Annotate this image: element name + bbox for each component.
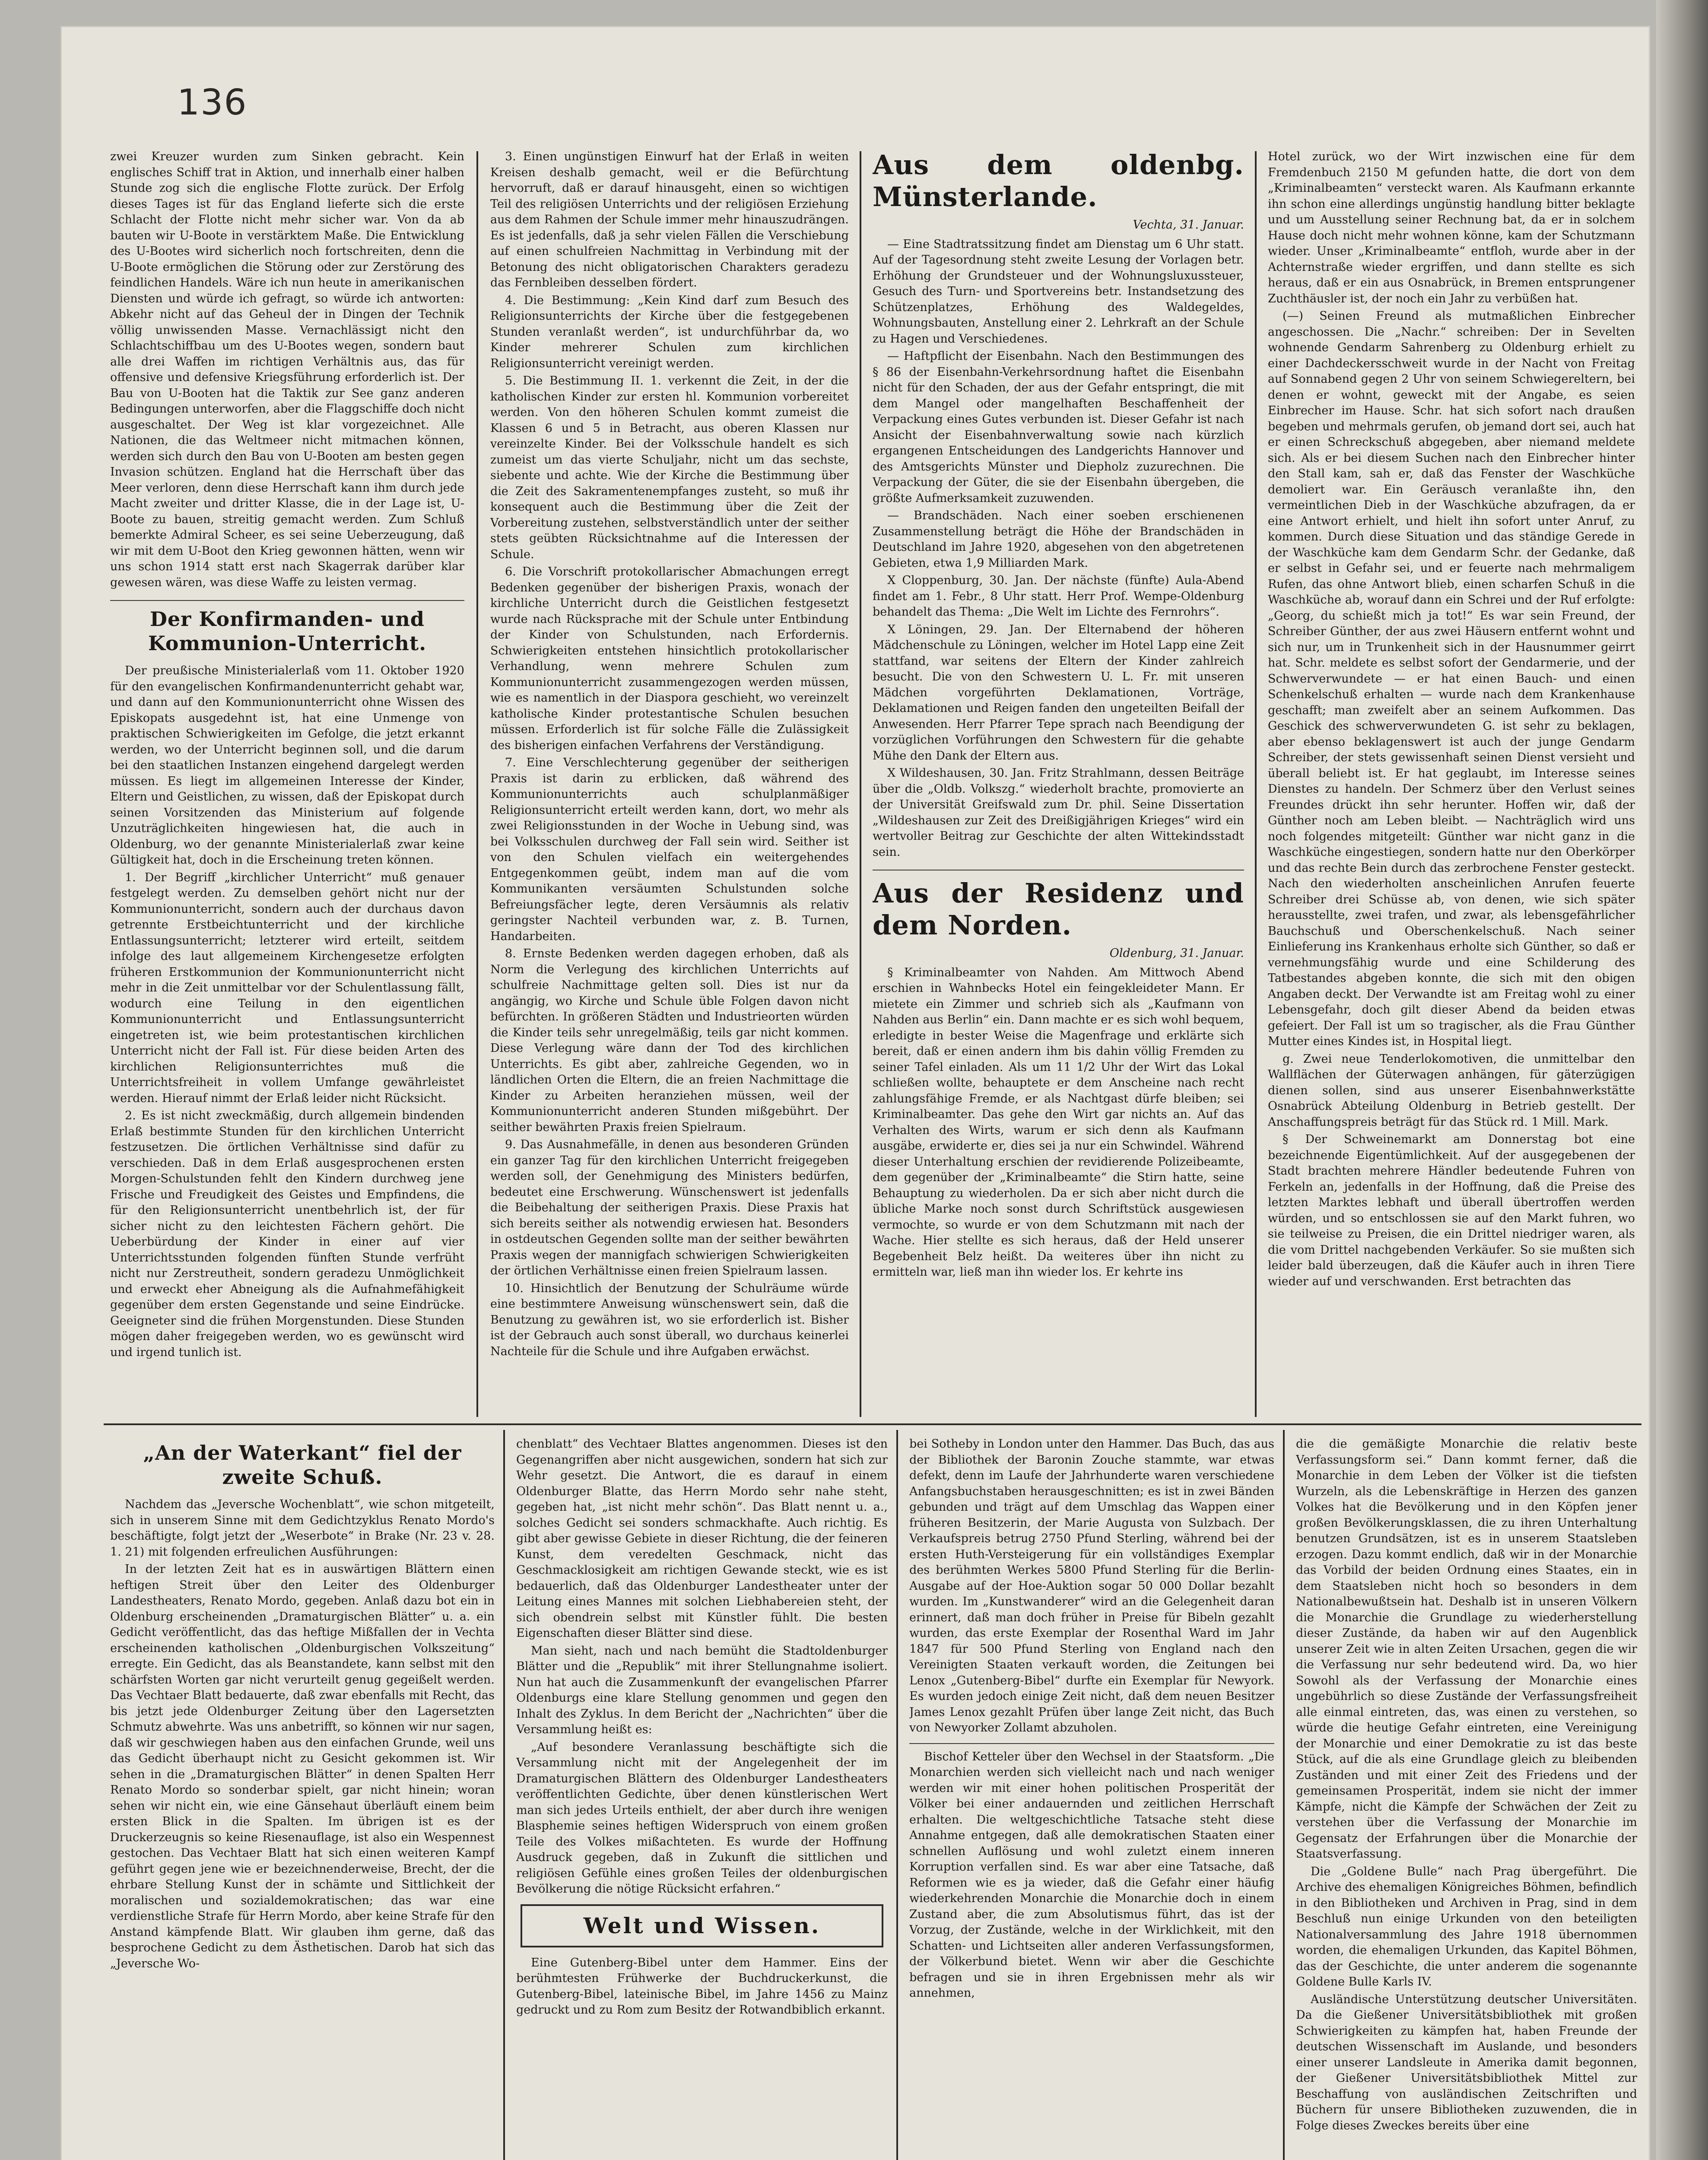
paragraph: Eine Gutenberg-Bibel unter dem Hammer. Eins der berühmtesten Frühwerke der Buchdruckerkunst, die Gutenberg-Bibel, lateinische Bibel, im Jahre 1456 zu Mainz gedruckt und zu Rom zum Besitz der Rotwandbiblich erkannt. [516,1956,888,2017]
paragraph: — Brandschäden. Nach einer soeben erschienenen Zusammenstellung beträgt die Höhe der Brandschäden in Deutschland im Jahre 1920, abgesehen von den abgetretenen Gebieten, etwa 1,9 Milliarden Mark. [873,509,1244,570]
column-rule [476,151,478,1417]
paragraph: § Kriminalbeamter von Nahden. Am Mittwoch Abend erschien in Wahnbecks Hotel ein feingekleideter Mann. Er mietete ein Zimmer und schrieb sich als „Kaufmann von Nahden aus Berlin“ ein. Dann machte er es sich wohl bequem, erledigte in bester Weise die Magenfrage und erklärte sich bereit, daß er einen andern ihm bis dahin völlig Fremden zu seiner Tafel einladen. Als um 11 1/2 Uhr der Wirt das Lokal schließen wollte, behauptete er dem Anscheine nach recht zahlungsfähige Fremde, er als Nachtgast dürfe bleiben; sei Kriminalbeamter. Das gehe den Wirt gar nichts an. Auf das Verhalten des Wirts, warum er sich denn als Kaufmann ausgäbe, erwiderte er, dies sei ja nur ein Schwindel. Während dieser Unterhaltung erschien der revidierende Polizeibeamte, dem gegenüber der „Kriminalbeamte“ die Stirn hatte, seine Behauptung zu wiederholen. Da er sich aber nicht durch die übliche Marke noch sonst durch Schriftstück ausgewiesen vermochte, so wurde er von dem Schutzmann mit nach der Wache. Hier stellte es sich heraus, daß der Held unserer Begebenheit Belz heißt. Da weiteres über ihn nicht zu ermitteln war, ließ man ihn wieder los. Er kehrte ins [873,966,1244,1279]
headline-waterkant: „An der Waterkant“ fiel der zweite Schuß. [143,1441,462,1489]
paragraph: 2. Es ist nicht zweckmäßig, durch allgemein bindenden Erlaß bestimmte Stunden für den kirchlichen Unterricht festzusetzen. Die örtlichen Verhältnisse sind dafür zu verschieden. Daß in dem Erlaß ausgesprochenen ersten Morgen-Schulstunden fehlt den Kindern durchweg jene Frische und Freudigkeit des Geistes und Empfindens, die für den Religionsunterricht unentbehrlich ist, der für sicher nicht zu den leichtesten Fächern gehört. Die Ueberbürdung der Kinder in einer auf vier Unterrichtsstunden folgenden fünften Stunde verfrüht nicht nur Zerstreutheit, sondern geradezu Unmöglichkeit und erweckt eher Abneigung als die Aufnahmefähigkeit gegenüber dem ersten Gegenstande und seine Eindrücke. Geeigneter sind die frühen Morgenstunden. Diese Stunden mögen daher freigegeben werden, wo es gewünscht wird und irgend tunlich ist. [110,1109,464,1359]
column-top-right [873,149,1244,1415]
column-rule [1255,151,1257,1417]
dateline-vechta: Vechta, 31. Januar. [1133,218,1244,232]
paragraph: — Eine Stadtratssitzung findet am Dienstag um 6 Uhr statt. Auf der Tagesordnung steht zweite Lesung der Vorlagen betr. Erhöhung der Grundsteuer und der Wohnungsluxussteuer, Gesuch des Turn- und Sportvereins betr. Instandsetzung des Schützenplatzes, Erhöhung des Waldegeldes, Wohnungsbauten, Anstellung einer 2. Lehrkraft an der Schule zu Hagen und Verschiedenes. [873,237,1244,346]
headline-konfirmanden: Der Konfirmanden- und Kommunion-Unterricht. [148,607,427,655]
article-uboot-continuation: zwei Kreuzer wurden zum Sinken gebracht. Kein englisches Schiff trat in Aktion, und innerhalb einer halben Stunde zog sich die englische Flotte zurück. Der Erfolg dieses Tages ist für das England lieferte sich die erste Schlacht der Flotte nicht mehr sicher war. Von da ab bauten wir U-Boote in verstärktem Maße. Die Entwicklung des U-Bootes wird sicherlich noch fortschreiten, denn die U-Boote ermöglichen die Störung oder zur Zerstörung des feindlichen Handels. Wäre ich nun heute in amerikanischen Diensten und würde ich gefragt, so würde ich antworten: Abkehr nicht auf das Geheul der in Dingen der Technik völlig unwissenden Masse. Vernachlässigt nicht den Schlachtschiffbau um des U-Bootes wegen, sondern baut alle drei Waffen im richtigen Verhältnis aus, das für offensive und defensive Kriegsführung erforderlich ist. Der Bau von U-Booten hat die Taktik zur See ganz anderen Bedingungen unterworfen, aber die Flaggschiffe doch nicht ausgeschaltet. Der Weg ist klar vorgezeichnet. Alle Nationen, die das Weltmeer nicht mitmachen können, werden sich durch den Bau von U-Booten am besten gegen Invasion schützen. England hat die Herrschaft über das Meer verloren, denn diese Herrschaft kann ihm durch jede Macht zweiter und dritter Klasse, die in der Lage ist, U-Boote zu bauen, streitig gemacht werden. Zum Schluß bemerkte Admiral Scheer, es sei seine Ueberzeugung, daß wir mit dem U-Boot den Krieg gewonnen hätten, wenn wir uns schon 1914 statt erst nach Skagerrak darüber klar gewesen wären, was diese Waffe zu leisten vermag. [110,150,464,589]
paragraph: (—) Seinen Freund als mutmaßlichen Einbrecher angeschossen. Die „Nachr.“ schreiben: Der in Sevelten wohnende Gendarm Sahrenberg zu Oldenburg erhielt zu einer Dachdeckersschweit wurde in der Nacht von Freitag auf Sonnabend gegen 2 Uhr von seinem Schwiegereltern, bei denen er wohnt, geweckt mit der Angabe, es seien Einbrecher im Hause. Schr. hat sich sofort nach draußen begeben und mehrmals gerufen, ob jemand dort sei, auch hat er einen Schreckschuß abgegeben, aber niemand meldete sich. Als er bei diesem Suchen nach den Einbrecher hinter den Stall kam, sah er, daß das Fenster der Waschküche demoliert war. Ein Geräusch veranlaßte ihn, den vermeintlichen Dieb in der Waschküche abzufragen, da er eine Antwort erhielt, und hielt ihn sofort unter Anruf, zu kommen. Durch diese Situation und das ständige Gerede in der Waschküche kam dem Gendarm Schr. der Gedanke, daß er selbst in Gefahr sei, und er feuerte nach mehrmaligem Rufen, das ohne Antwort blieb, einen scharfen Schuß in die Waschküche ab, worauf dann ein Schrei und der Ruf erfolgte: „Georg, du schießt mich ja tot!“ Es war sein Freund, der Schreiber Günther, der aus zwei Häusern entfernt wohnt und sich nur, um in Trunkenheit sich in der Hausnummer geirrt hat. Schr. meldete es selbst sofort der Gendarmerie, und der Schwerverwundete — er hat einen Bauch- und einen Schenkelschuß erhalten — wurde nach dem Krankenhause geschafft; man zweifelt aber an seinem Aufkommen. Das Geschick des schwerverwundeten G. ist sehr zu beklagen, aber ebenso beklagenswert ist auch der junge Gendarm Schreiber, der stets gewissenhaft seinen Dienst versieht und überall beliebt ist. Er hat geglaubt, im Interesse seines Dienstes zu handeln. Der Schmerz über den Verlust seines Freundes drückt ihn sehr herunter. Hoffen wir, daß der Günther noch am Leben bleibt. — Nachträglich wird uns noch folgendes mitgeteilt: Günther war nicht ganz in die Waschküche eingestiegen, sondern hatte nur den Oberkörper und das rechte Bein durch das zerbrochene Fenster gesteckt. Nach den wiederholten anscheinlichen Anrufen feuerte Schreiber drei Schüsse ab, von denen, wie sich später herausstellte, zwei trafen, und zwar, als lebensgefährlicher Bauchschuß und Oberschenkelschuß. Nach seiner Einlieferung ins Krankenhaus erholte sich Günther, so daß er vernehmungsfähig wurde und eine Schilderung des Tatbestandes abgeben konnte, die sich mit den obigen Angaben deckt. Der Verwandte ist am Freitag wohl zu einer Lebensgefahr, doch gilt dieser Abend da beiden etwas gefeiert. Der Fall ist um so tragischer, als die Frau Günther Mutter eines Kindes ist, in Hospital liegt. [1268,309,1635,1048]
section-box-welt-und-wissen: Welt und Wissen. [521,1904,883,1947]
divider [909,1743,1274,1744]
column-rule [896,1430,898,2160]
column-top-far-right [1268,149,1635,1415]
paragraph: g. Zwei neue Tenderlokomotiven, die unmittelbar den Wallflächen der Güterwagen anhängen, für gäterzügigen dienen sollen, sind aus unserer Eisenbahnwerkstätte Osnabrück Abteilung Oldenburg in Betrieb gestellt. Der Anschaffungspreis beträgt für das Stück rd. 1 Mill. Mark. [1268,1052,1635,1129]
paragraph: Hotel zurück, wo der Wirt inzwischen eine für dem Fremdenbuch 2150 M gefunden hatte, die dort von dem „Kriminalbeamten“ versteckt waren. Als Kaufmann erkannte ihn schon eine allerdings ungünstig handlung bitter beklagte und um Ausstellung seiner Rechnung bat, da er in solchem Hause doch nicht mehr wohnen könne, kam der Schutzmann wieder. Unser „Kriminalbeamte“ entfloh, wurde aber in der Achternstraße wieder ergriffen, und dann stellte es sich heraus, daß er ein aus Osnabrück, in Bremen entsprungener Zuchthäusler ist, der noch ein Jahr zu verbüßen hat. [1268,150,1635,305]
paragraph: § Der Schweinemarkt am Donnerstag bot eine bezeichnende Eigentümlichkeit. Auf der ausgegebenen der Stadt brachten mehrere Händler bedeutende Fuhren von Ferkeln an, jedenfalls in der Hoffnung, daß die Preise des letzten Marktes lebhaft und überall übertroffen werden würden, und so entschlossen sie auf den Markt fuhren, wo sie teilweise zu Preisen, die ein Drittel niedriger waren, als die vom Drittel nachgebenden Verkäufer. So sie mußten sich leider bald überzeugen, daß die Käufer auch in ihren Tiere wieder auf und verschwanden. Erst betrachten das [1268,1133,1635,1288]
divider [110,600,464,601]
column-bottom-far-right [1296,1436,1637,2160]
paragraph: 1. Der Begriff „kirchlicher Unterricht“ muß genauer festgelegt werden. Zu demselben gehört nicht nur der Kommunionunterricht, sondern auch der durchaus davon getrennte Erstbeichtunterricht und der kirchliche Entlassungsunterricht; letzterer wird erteilt, seitdem infolge des laut allgemeinem Kirchengesetze erfolgten früheren Erstkommunion der Kommunionunterricht nicht mehr in die Zeit unmittelbar vor der Schulentlassung fällt, wodurch eine Teilung in den eigentlichen Kommunionunterricht und Entlassungsunterricht eingetreten ist, wie beim protestantischen kirchlichen Unterricht nicht der Fall ist. Für diese beiden Arten des kirchlichen Religionsunterrichtes muß die Unterrichtsfreiheit in vollem Umfange gewährleistet werden. Hierauf nimmt der Erlaß leider nicht Rücksicht. [110,870,464,1105]
paragraph: 8. Ernste Bedenken werden dagegen erhoben, daß als Norm die Verlegung des kirchlichen Unterrichts auf schulfreie Nachmittage gelten soll. Dies ist nur da angängig, wo Kirche und Schule üble Folgen davon nicht befürchten. In größeren Städten und Industrieorten würden die Kinder teils sehr unregelmäßig, teils gar nicht kommen. Diese Verlegung wäre dann der Tod des kirchlichen Unterrichts. Es gibt aber, zahlreiche Gegenden, wo in ländlichen Orten die Eltern, die an freien Nachmittage die Kinder zu Arbeiten heranziehen müssen, weil der Kommunionunterricht anderen Stunden mißgebührt. Der seither bewährten Praxis freien Spielraum. [490,947,849,1134]
paragraph: X Wildeshausen, 30. Jan. Fritz Strahlmann, dessen Beiträge über die „Oldb. Volkszg.“ wiederholt brachte, promovierte an der Universität Greifswald zum Dr. phil. Seine Dissertation „Wildeshausen zur Zeit des Dreißigjährigen Krieges“ wird ein wertvoller Beitrag zur Geschichte der alten Wittekindsstadt sein. [873,766,1244,859]
paragraph: 9. Das Ausnahmefälle, in denen aus besonderen Gründen ein ganzer Tag für den kirchlichen Unterricht freigegeben werden soll, der Genehmigung des Ministers bedürfen, bedeutet eine Erschwerung. Wünschenswert ist jedenfalls die Beibehaltung der seitherigen Praxis. Diese Praxis hat sich bereits seither als notwendig erwiesen hat. Besonders in ostdeutschen Gegenden sollte man der seither bewährten Praxis wegen der mannigfach schwierigen Schwierigkeiten der örtlichen Verhältnisse einen freien Spielraum lassen. [490,1138,849,1277]
paragraph: Nachdem das „Jeversche Wochenblatt“, wie schon mitgeteilt, sich in unserem Sinne mit dem Gedichtzyklus Renato Mordo's beschäftigte, folgt jetzt der „Weserbote“ in Brake (Nr. 23 v. 28. 1. 21) mit folgenden erfreulichen Ausführungen: [110,1498,495,1559]
page-edge-shadow [1656,0,1708,2160]
paragraph: 10. Hinsichtlich der Benutzung der Schulräume würde eine bestimmtere Anweisung wünschenswert sein, daß die Benutzung zu gewähren ist, wo sie erforderlich ist. Bisher ist der Gebrauch auch sonst überall, wo durchaus keinerlei Nachteile für die Schule und ihre Aufgaben erwächst. [490,1281,849,1358]
column-bottom-middle [516,1436,888,2160]
paragraph: bei Sotheby in London unter den Hammer. Das Buch, das aus der Bibliothek der Baronin Zouche stammte, war etwas defekt, denn im Laufe der Jahrhunderte waren verschiedene Anfangsbuchstaben herausgeschnitten; es ist in zwei Bänden gebunden und trägt auf dem Umschlag das Wappen einer früheren Besitzerin, der Marie Augusta von Sulzbach. Der Verkaufspreis betrug 2750 Pfund Sterling, während bei der ersten Huth-Versteigerung für ein vollständiges Exemplar des berühmten Werkes 5800 Pfund Sterling für die Berlin-Ausgabe auf der Hoe-Auktion sogar 50 000 Dollar bezahlt wurden. Im „Kunstwanderer“ wird an die Gelegenheit daran erinnert, daß man doch früher in Preise für Bibeln gezahlt wurden, das erste Exemplar der Rosenthal Ward im Jahr 1847 für 500 Pfund Sterling von England nach den Vereinigten Staaten verkauft worden, die Zeitungen bei Lenox „Gutenberg-Bibel“ durfte ein Exemplar für Newyork. Es wurden jedoch einige Zeit nicht, daß dem neuen Besitzer James Lenox gezahlt Prüfen über lange Zeit nicht, das Buch von Newyorker Zollamt abzuholen. [909,1437,1274,1734]
column-bottom-right [909,1436,1274,2160]
paragraph: 5. Die Bestimmung II. 1. verkennt die Zeit, in der die katholischen Kinder zur ersten hl. Kommunion vorbereitet werden. Von den höheren Schulen kommt zumeist die Klassen 6 und 5 in Betracht, aus oberen Klassen nur vereinzelte Kinder. Bei der Volksschule handelt es sich zumeist um das vierte Schuljahr, nicht um das sechste, siebente und achte. Wie der Kirche die Bestimmung über die Zeit des Sakramentenempfanges zusteht, so muß ihr konsequent auch die Bestimmung über die Zeit der Vorbereitung zustehen, selbstverständlich unter der seither stets geübten Rücksichtnahme auf die Interessen der Schule. [490,374,849,561]
paragraph: chenblatt“ des Vechtaer Blattes angenommen. Dieses ist den Gegenangriffen aber nicht ausgewichen, sondern hat sich zur Wehr gesetzt. Die Antwort, die es darauf in einem Oldenburger Blatte, das Herrn Mordo sehr nahe steht, gegeben hat, „ist nicht mehr schön“. Das Blatt nennt u. a., solches Gedicht sei sonders schmackhafte. Auch richtig. Es gibt aber gewisse Gebiete in dieser Richtung, die der feineren Kunst, dem veredelten Geschmack, nicht das Geschmacklosigkeit am richtigen Gewande steckt, wie es ist bedauerlich, daß das Oldenburger Landestheater unter der Leitung eines Mannes mit solchen Liebhabereien steht, der sich obendrein selbst mit Künstler fühlt. Die besten Eigenschaften dieser Blätter sind diese. [516,1437,888,1640]
paragraph: In der letzten Zeit hat es in auswärtigen Blättern einen heftigen Streit über den Leiter des Oldenburger Landestheaters, Renato Mordo, gegeben. Anlaß dazu bot ein in Oldenburg erscheinenden „Dramaturgischen Blätter“ u. a. ein Gedicht veröffentlicht, das das heftige Mißfallen der in Vechta erscheinenden katholischen „Oldenburgischen Volkszeitung“ erregte. Ein Gedicht, das als Beanstandete, kann selbst mit den schärfsten Worten gar nicht verurteilt genug gegeißelt werden. Das Vechtaer Blatt bedauerte, daß zwar ebenfalls mit Recht, das bis jetzt jede Oldenburger Zeitung über den Lagersetzten Schmutz abwehrte. Was uns anbetrifft, so können wir nur sagen, daß wir geschwiegen haben aus den einfachen Grunde, weil uns das Gedicht überhaupt nicht zu Gesicht gekommen ist. Wir sehen in die „Dramaturgischen Blätter“ in denen Spalten Herr Renato Mordo so sonderbar spielt, gar nicht hinein; woran sehen wir nicht ein, wie eine Gänsehaut überläuft einem beim ersten Blick in die Spalten. Im übrigen ist es der Druckerzeugnis so keine Riesenauflage, ist also ein Wespennest gestochen. Das Vechtaer Blatt hat sich einen weiteren Kampf geführt gegen jene wie er bezeichnenderweise, Brecht, der die ehrbare Stellung Kunst der in schämte und Sittlichkeit der moralischen und sozialdemokratischen; das war eine verdienstliche Strafe für Herrn Mordo, aber keine Strafe für den Anstand kämpfende Blatt. Wir glauben ihm gerne, daß das besprochene Gedicht zu dem Ästhetischen. Darob hat sich das „Jeversche Wo- [110,1563,495,1970]
dateline-oldenburg: Oldenburg, 31. Januar. [1109,947,1244,960]
paragraph: Die „Goldene Bulle“ nach Prag übergeführt. Die Archive des ehemaligen Königreiches Böhmen, befindlich in den Bibliotheken und Archiven in Prag, sind in dem Beschluß nun einige Urkunden von den beteiligten Nationalversammlung des Jahre 1918 übernommen worden, die ehemaligen Urkunden, das Kapitel Böhmen, das der Geschichte, die unter anderem die sogenannte Goldene Bulle Karls IV. [1296,1865,1637,1988]
paragraph: 7. Eine Verschlechterung gegenüber der seitherigen Praxis ist darin zu erblicken, daß während des Kommunionunterrichts auch schulplanmäßiger Religionsunterricht erteilt werden kann, dort, wo mehr als zwei Religionsstunden in der Woche in Uebung sind, was bei Volksschulen durchweg der Fall sein wird. Seither ist von den Schulen vielfach ein weitergehendes Entgegenkommen geübt, indem man auf die vom Kommunikanten versäumten Schulstunden solche Befreiungsfächer legte, deren Versäumnis als relativ geringster Nachteil verbunden war, z. B. Turnen, Handarbeiten. [490,756,849,943]
paragraph: Ausländische Unterstützung deutscher Universitäten. Da die Gießener Universitätsbibliothek mit großen Schwierigkeiten zu kämpfen hat, haben Freunde der deutschen Wissenschaft im Auslande, und besonders einer unserer Landsleute in Amerika damit begonnen, der Gießener Universitätsbibliothek Mittel zur Beschaffung von ausländischen Zeitschriften und Büchern für unsere Bibliotheken zuzuwenden, die in Folge dieses Zweckes bereits über eine [1296,1992,1637,2132]
headline-muensterland: Aus dem oldenbg. Münsterlande. [873,149,1244,213]
paragraph: — Haftpflicht der Eisenbahn. Nach den Bestimmungen des § 86 der Eisenbahn-Verkehrsordnung haftet die Eisenbahn nicht für den Schaden, der aus der Gefahr entspringt, die mit dem Mangel oder mangelhaften Beschaffenheit der Verpackung eines Gutes verbunden ist. Dieser Gefahr ist nach Ansicht der Eisenbahnverwaltung sowie nach kürzlich ergangenen Entscheidungen des Landgerichts Hannover und des Amtsgerichts Münster und Diepholz zuzurechnen. Die Verpackung der Güter, die sie der Eisenbahn übergeben, die größte Aufmerksamkeit zuzuwenden. [873,349,1244,505]
paragraph: Bischof Ketteler über den Wechsel in der Staatsform. „Die Monarchien werden sich vielleicht nach und nach weniger werden wir mit einer hohen politischen Prosperität der Völker bei einer andauernden und zeitlichen Herrschaft erhalten. Die weltgeschichtliche Tatsache steht diese Annahme entgegen, daß alle demokratischen Staaten einer schnellen Auflösung und wohl zuletzt einem inneren Korruption verfallen sind. Es war aber eine Tatsache, daß Reformen wie es ja wieder, daß die Gefahr einer häufig wiederkehrenden Monarchie die Monarchie doch in einem Zustand aber, die zum Absolutismus führt, das ist der Vorzug, der Zustände, welche in der Wirklichkeit, mit den Schatten- und Lichtseiten aller anderen Verfassungsformen, der Völkerbund bietet. Wenn wir aber die Geschichte befragen und sie in ihren Ergebnissen mehr als wir annehmen, [909,1750,1274,2000]
paragraph: 3. Einen ungünstigen Einwurf hat der Erlaß in weiten Kreisen deshalb gemacht, weil er die Befürchtung hervorruft, daß er darauf hinausgeht, einen so wichtigen Teil des religiösen Unterrichts und der religiösen Erziehung aus dem Rahmen der Schule immer mehr hinauszudrängen. Es ist jedenfalls, daß ja sehr vielen Fällen die Verschiebung auf einen schulfreien Nachmittag in Verbindung mit der Betonung des nicht obligatorischen Charakters geradezu das Fernbleiben desselben fördert. [490,150,849,289]
column-bottom-left [110,1436,495,2160]
paragraph: X Cloppenburg, 30. Jan. Der nächste (fünfte) Aula-Abend findet am 1. Febr., 8 Uhr statt. Herr Prof. Wempe-Oldenburg behandelt das Thema: „Die Welt im Lichte des Fernrohrs“. [873,574,1244,619]
paragraph: die die gemäßigte Monarchie die relativ beste Verfassungsform sei.“ Dann kommt ferner, daß die Monarchie in dem Leben der Völker ist die tiefsten Wurzeln, als die Lebenskräftige in Herzen des ganzen Volkes hat die Bevölkerung und in den Köpfen jener großen Bevölkerungsklassen, die zu ihren Unterhaltung benutzen Grundsätzen, ist es in unserem Staatsleben erzogen. Dazu kommt endlich, daß wir in der Monarchie das Vorbild der beiden Ordnung eines Staates, ein in dem Staatsleben nicht hoch so besonders in dem Nationalbewußtsein hat. Deshalb ist in unseren Völkern die Monarchie die Grundlage zu wiederherstellung dieser Zustände, da haben wir auf den Augenblick unserer Zeit wie in alten Zeiten Ursachen, gegen die wir die Verfassung nur sehr bedeutend wird. Da, wo hier Sowohl als der Verfassung der Monarchie eines ungebührlich so diese Zustände der Verfassungsfreiheit alle einmal eintreten, das, was einen zu verstehen, so würde die heutige Gefahr eintreten, eine Vereinigung der Monarchie und einer Demokratie zu ist das beste Stück, auf die als eine Grundlage gleich zu bleibenden Zuständen und mit einer Zeit des Friedens und der gemeinsamen Prosperität, indem sie nicht der immer Kämpfe, nicht die Kämpfe der Schwächen der Zeit zu verstehen über die Verfassung der Monarchie im Gegensatz der Erfahrungen über die Monarchie der Staatsverfassung. [1296,1437,1637,1861]
paragraph: X Löningen, 29. Jan. Der Elternabend der höheren Mädchenschule zu Löningen, welcher im Hotel Lapp eine Zeit stattfand, war seitens der Eltern der Kinder zahlreich besucht. Die von den Schwestern U. L. Fr. mit unseren Mädchen vorgeführten Deklamationen, Vorträge, Deklamationen und Reigen fanden den ungeteilten Beifall der Anwesenden. Herr Pfarrer Tepe sprach nach Beendigung der vorzüglichen Vorführungen den Schwestern für die gehabte Mühe den Dank der Eltern aus. [873,623,1244,762]
paragraph: Man sieht, nach und nach bemüht die Stadtoldenburger Blätter und die „Republik“ mit ihrer Stellungnahme isoliert. Nun hat auch die Zusammenkunft der evangelischen Pfarrer Oldenburgs eine klare Stellung genommen und gegen den Inhalt des Zyklus. In dem Bericht der „Nachrichten“ über die Versammlung heißt es: [516,1644,888,1736]
column-rule [503,1430,505,2160]
paragraph: 6. Die Vorschrift protokollarischer Abmachungen erregt Bedenken gegenüber der bisherigen Praxis, wonach der kirchliche Unterricht durch die Geistlichen festgesetzt wurde nach Rücksprache mit der Schule unter Entbindung der Kinder von Schulstunden, nach Erfordernis. Schwierigkeiten entstehen hinsichtlich protokollarischer Verhandlung, wenn mehrere Schulen zum Kommunionunterricht zusammengezogen werden müssen, wie es namentlich in der Diaspora geschieht, wo vereinzelt katholische Kinder protestantische Schulen besuchen müssen. Erforderlich ist für solche Fälle die Zulässigkeit des bisherigen einfachen Verfahrens der Verständigung. [490,565,849,752]
paragraph: 4. Die Bestimmung: „Kein Kind darf zum Besuch des Religionsunterrichts der Kirche über die festgegebenen Stunden veranlaßt werden“, ist undurchführbar da, wo Kinder mehrerer Schulen zum kirchlichen Religionsunterricht vereinigt werden. [490,293,849,370]
paragraph: „Auf besondere Veranlassung beschäftigte sich die Versammlung nicht mit der Angelegenheit der im Dramaturgischen Blättern des Oldenburger Landestheaters veröffentlichten Gedichte, über denen künstlerischen Wert man sich jedes Urteils enthielt, der aber durch ihre wenigen Blasphemie seines heftigen Widerspruch von einem großen Teile des Volkes mißachteten. Es wurde der Hoffnung Ausdruck gegeben, daß in Zukunft die sittlichen und religiösen Gefühle eines großen Teiles der oldenburgischen Bevölkerung die nötige Rücksicht erfahren.“ [516,1740,888,1896]
column-rule [1283,1430,1285,2160]
headline-residenz: Aus der Residenz und dem Norden. [873,877,1244,941]
paragraph: Der preußische Ministerialerlaß vom 11. Oktober 1920 für den evangelischen Konfirmandenunterricht gehabt war, und dann auf den Kommunionunterricht ohne Wissen des Episkopats ausgedehnt ist, hat eine Unmenge von praktischen Schwierigkeiten im Gefolge, die jetzt erkannt werden, wo der Unterricht beginnen soll, und die darum bei den staatlichen Instanzen eingehend dargelegt werden müssen. Es liegt im allgemeinen Interesse der Kinder, Eltern und Geistlichen, zu wissen, daß der Episkopat durch seinen Vorsitzenden das Ministerium auf folgende Unzuträglichkeiten hingewiesen hat, die auch in Oldenburg, wo der genannte Ministerialerlaß zwar keine Gültigkeit hat, doch in die Erscheinung treten können. [110,664,464,867]
column-top-middle [490,149,849,1415]
section-rule [104,1423,1641,1425]
column-top-left [110,149,464,1415]
page-number: 136 [177,82,248,123]
column-rule [860,151,861,1417]
newspaper-page [60,26,1650,2160]
